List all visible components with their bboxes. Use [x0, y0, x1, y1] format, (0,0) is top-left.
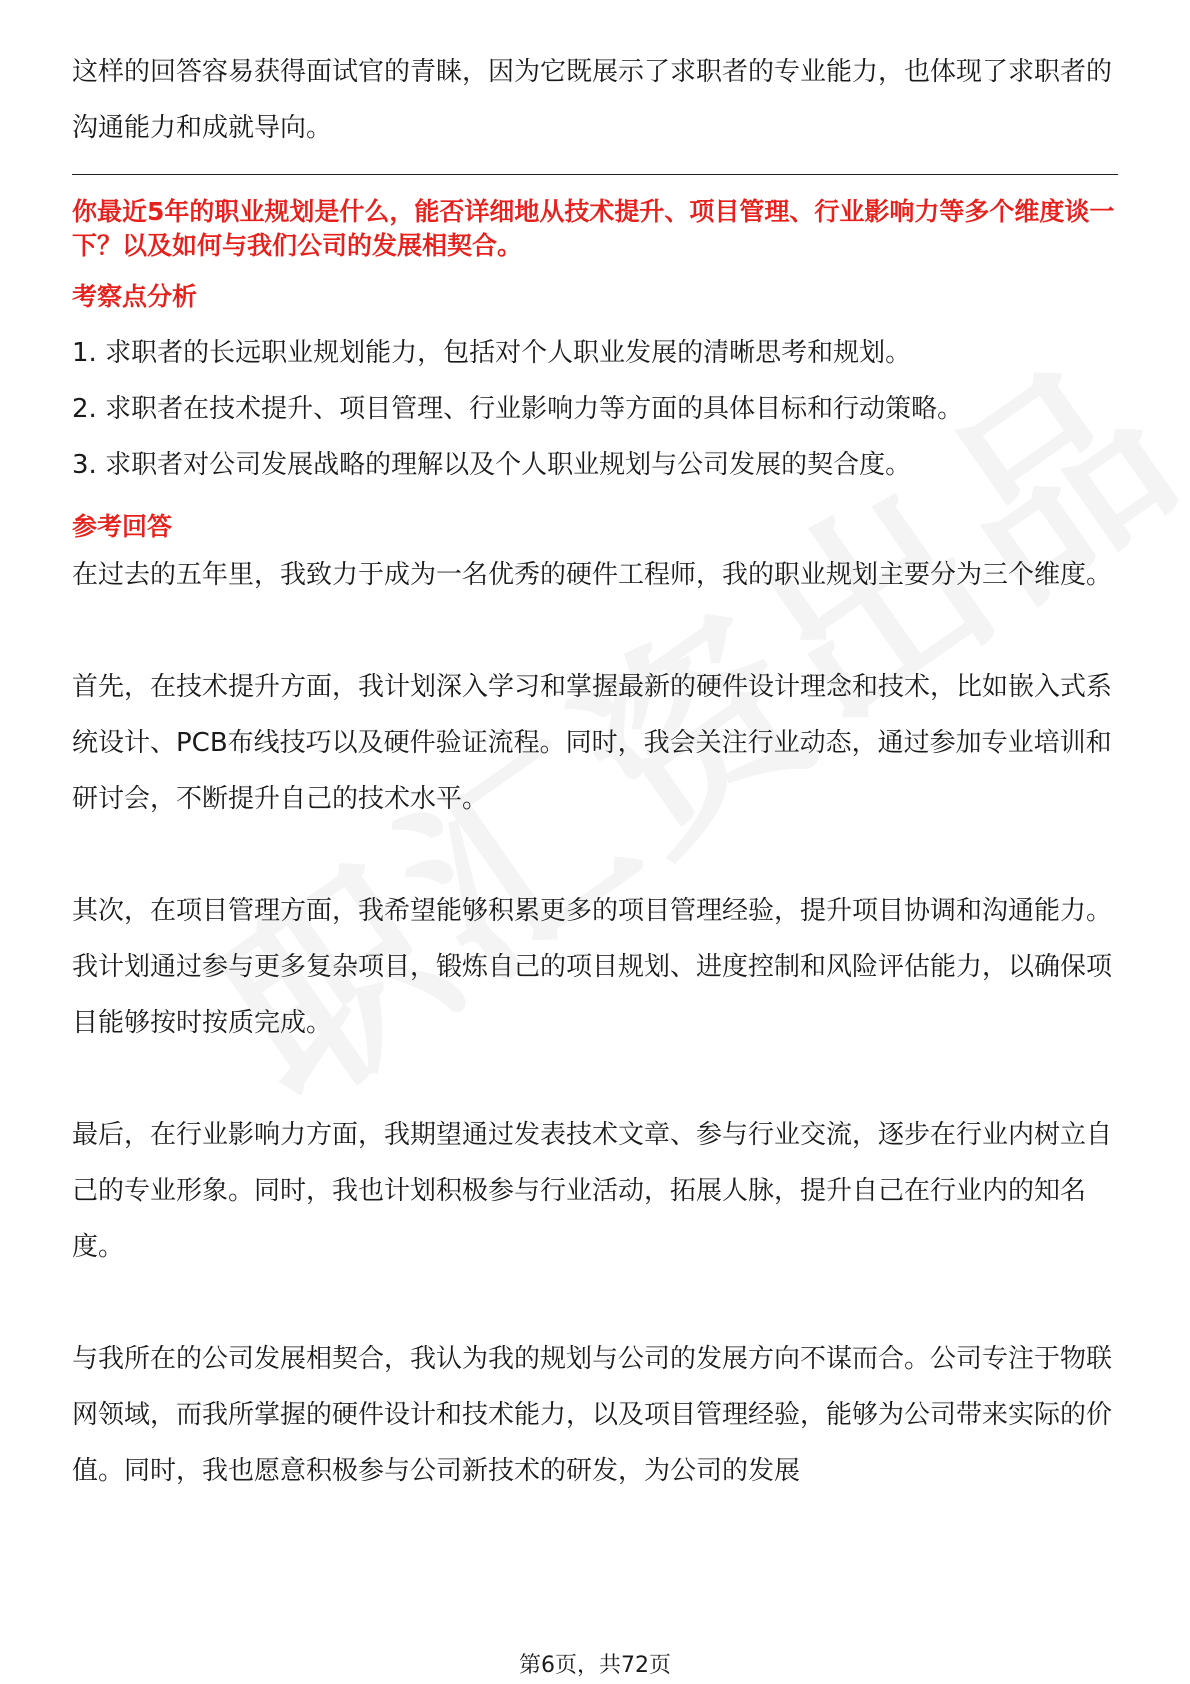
answer-paragraph: 首先，在技术提升方面，我计划深入学习和掌握最新的硬件设计理念和技术，比如嵌入式系统设计、PCB布线技巧以及硬件验证流程。同时，我会关注行业动态，通过参加专业培训和研讨会，不断提升自己的技术水平。 [72, 672, 1113, 814]
intro-paragraph: 这样的回答容易获得面试官的青睐，因为它既展示了求职者的专业能力，也体现了求职者的沟通能力和成就导向。 [72, 57, 1113, 143]
analysis-list [72, 325, 1118, 493]
analysis-point: 1. 求职者的长远职业规划能力，包括对个人职业发展的清晰思考和规划。 [72, 338, 912, 368]
answer-paragraph: 在过去的五年里，我致力于成为一名优秀的硬件工程师，我的职业规划主要分为三个维度。 [72, 560, 1113, 590]
analysis-point: 3. 求职者对公司发展战略的理解以及个人职业规划与公司发展的契合度。 [72, 450, 912, 480]
answer-paragraph: 最后，在行业影响力方面，我期望通过发表技术文章、参与行业交流，逐步在行业内树立自己的专业形象。同时，我也计划积极参与行业活动，拓展人脉，提升自己在行业内的知名度。 [72, 1120, 1113, 1262]
page-content [72, 44, 1118, 1499]
section-divider [72, 174, 1118, 175]
answer-paragraph: 其次，在项目管理方面，我希望能够积累更多的项目管理经验，提升项目协调和沟通能力。我计划通过参与更多复杂项目，锻炼自己的项目规划、进度控制和风险评估能力，以确保项目能够按时按质完成。 [72, 896, 1113, 1038]
answer-heading: 参考回答 [72, 512, 173, 541]
answer-paragraph: 与我所在的公司发展相契合，我认为我的规划与公司的发展方向不谋而合。公司专注于物联网领域，而我所掌握的硬件设计和技术能力，以及项目管理经验，能够为公司带来实际的价值。同时，我也愿意积极参与公司新技术的研发，为公司的发展 [72, 1344, 1113, 1486]
interview-question: 你最近5年的职业规划是什么，能否详细地从技术提升、项目管理、行业影响力等多个维度谈一下？以及如何与我们公司的发展相契合。 [72, 197, 1115, 260]
page-number: 第6页，共72页 [519, 1653, 671, 1678]
analysis-heading: 考察点分析 [72, 282, 198, 311]
analysis-point: 2. 求职者在技术提升、项目管理、行业影响力等方面的具体目标和行动策略。 [72, 394, 964, 424]
